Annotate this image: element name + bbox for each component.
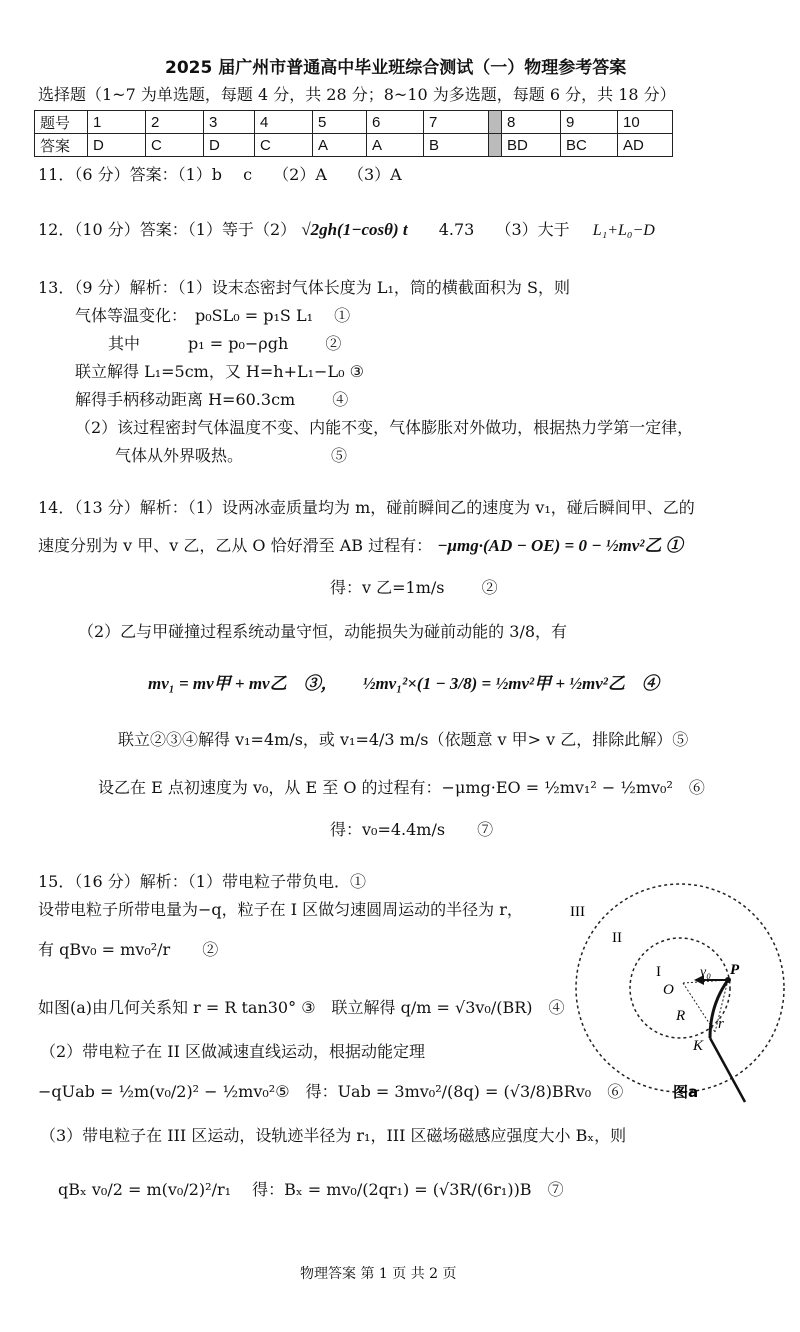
- table-row-numbers: 题号 1 2 3 4 5 6 7 8 9 10: [35, 111, 673, 134]
- q14-line: 速度分别为 v 甲、v 乙，乙从 O 恰好滑至 AB 过程有： −μmg·(AD − OE) = 0 − ½mv²乙 ①: [38, 536, 683, 555]
- table-row-answers: 答案 D C D C A A B BD BC AD: [35, 134, 673, 157]
- figure-a: [560, 880, 790, 1110]
- row-label: 答案: [35, 134, 88, 157]
- page-title: 2025 届广州市普通高中毕业班综合测试（一）物理参考答案: [165, 58, 627, 78]
- q13-line: （2）该过程密封气体温度不变、内能不变，气体膨胀对外做功，根据热力学第一定律，: [75, 418, 694, 437]
- q14-equation-1: −μmg·(AD − OE) = 0 − ½mv²乙 ①: [437, 536, 683, 555]
- q11-answer: 11．（6 分）答案：（1）b c （2）A （3）A: [38, 165, 402, 184]
- answer-table: [34, 110, 673, 157]
- svg-text:I: I: [656, 964, 661, 980]
- q15-line: （2）带电粒子在 II 区做减速直线运动，根据动能定理: [40, 1042, 425, 1061]
- q12-formula: √2gh(1−cosθ) t: [301, 220, 408, 239]
- separator-cell: [489, 111, 502, 134]
- svg-text:v₀: v₀: [700, 965, 712, 980]
- q14-line: 得：v₀=4.4m/s ⑦: [330, 820, 494, 839]
- svg-text:K: K: [693, 1038, 704, 1054]
- q14-line: 14．（13 分）解析：（1）设两冰壶质量均为 m，碰前瞬间乙的速度为 v₁，碰后瞬间甲、乙的: [38, 498, 695, 517]
- q14-line: 设乙在 E 点初速度为 v₀，从 E 至 O 的过程有：−μmg·EO = ½mv₁² − ½mv₀² ⑥: [98, 778, 705, 797]
- svg-text:O: O: [663, 982, 674, 998]
- svg-text:P: P: [730, 962, 740, 978]
- q13-line: 13．（9 分）解析：（1）设末态密封气体长度为 L₁，筒的横截面积为 S，则: [38, 278, 570, 297]
- q13-line: 气体从外界吸热。 ⑤: [115, 446, 348, 465]
- q14-line: mv₁ = mv甲 + mv乙 ③， ½mv₁²×(1 − 3/8) = ½mv²甲 + ½mv²乙 ④: [148, 674, 659, 693]
- q15-line: 如图(a)由几何关系知 r = R tan30° ③ 联立解得 q/m = √3v₀/(BR) ④: [38, 998, 565, 1017]
- q14-line: 联立②③④解得 v₁=4m/s，或 v₁=4/3 m/s（依题意 v 甲> v 乙，排除此解）⑤: [118, 730, 689, 749]
- q15-line: （3）带电粒子在 III 区运动，设轨迹半径为 r₁，III 区磁场磁感应强度大小 Bₓ，则: [40, 1126, 627, 1145]
- trajectory-line: [710, 1038, 745, 1102]
- q13-line: 解得手柄移动距离 H=60.3cm ④: [75, 390, 349, 409]
- svg-text:图a: 图a: [673, 1083, 699, 1101]
- row-label: 题号: [35, 111, 88, 134]
- svg-text:r: r: [718, 1016, 724, 1032]
- q15-line: 设带电粒子所带电量为−q，粒子在 I 区做匀速圆周运动的半径为 r，: [38, 900, 523, 919]
- q15-line: 15．（16 分）解析：（1）带电粒子带负电．①: [38, 872, 366, 891]
- q14-line: 得：v 乙=1m/s ②: [330, 578, 498, 597]
- q13-line: 其中 p₁ = p₀−ρgh ②: [108, 334, 342, 353]
- svg-text:R: R: [676, 1008, 686, 1024]
- choice-intro: 选择题（1~7 为单选题，每题 4 分，共 28 分；8~10 为多选题，每题 6 分，共 18 分）: [38, 85, 676, 104]
- outer-circle: [576, 884, 784, 1092]
- q12-answer: 12．（10 分）答案：（1）等于（2） √2gh(1−cosθ) t 4.73 （3）大于 L₁+L₀−D: [38, 220, 655, 239]
- q15-line: qBₓ v₀/2 = m(v₀/2)²/r₁ 得：Bₓ = mv₀/(2qr₁) = (√3R/(6r₁))B ⑦: [58, 1180, 564, 1199]
- q15-line: 有 qBv₀ = mv₀²/r ②: [38, 940, 219, 959]
- svg-text:III: III: [570, 904, 585, 920]
- svg-text:II: II: [612, 930, 622, 946]
- q15-line: −qUab = ½m(v₀/2)² − ½mv₀²⑤ 得：Uab = 3mv₀²/(8q) = (√3/8)BRv₀ ⑥: [38, 1082, 624, 1101]
- q14-line: （2）乙与甲碰撞过程系统动量守恒，动能损失为碰前动能的 3/8，有: [78, 622, 568, 641]
- q13-line: 气体等温变化： p₀SL₀ = p₁S L₁ ①: [75, 306, 351, 325]
- page-footer: 物理答案 第 1 页 共 2 页: [300, 1266, 457, 1282]
- q13-line: 联立解得 L₁=5cm，又 H=h+L₁−L₀ ③: [75, 362, 364, 381]
- separator-cell: [489, 134, 502, 157]
